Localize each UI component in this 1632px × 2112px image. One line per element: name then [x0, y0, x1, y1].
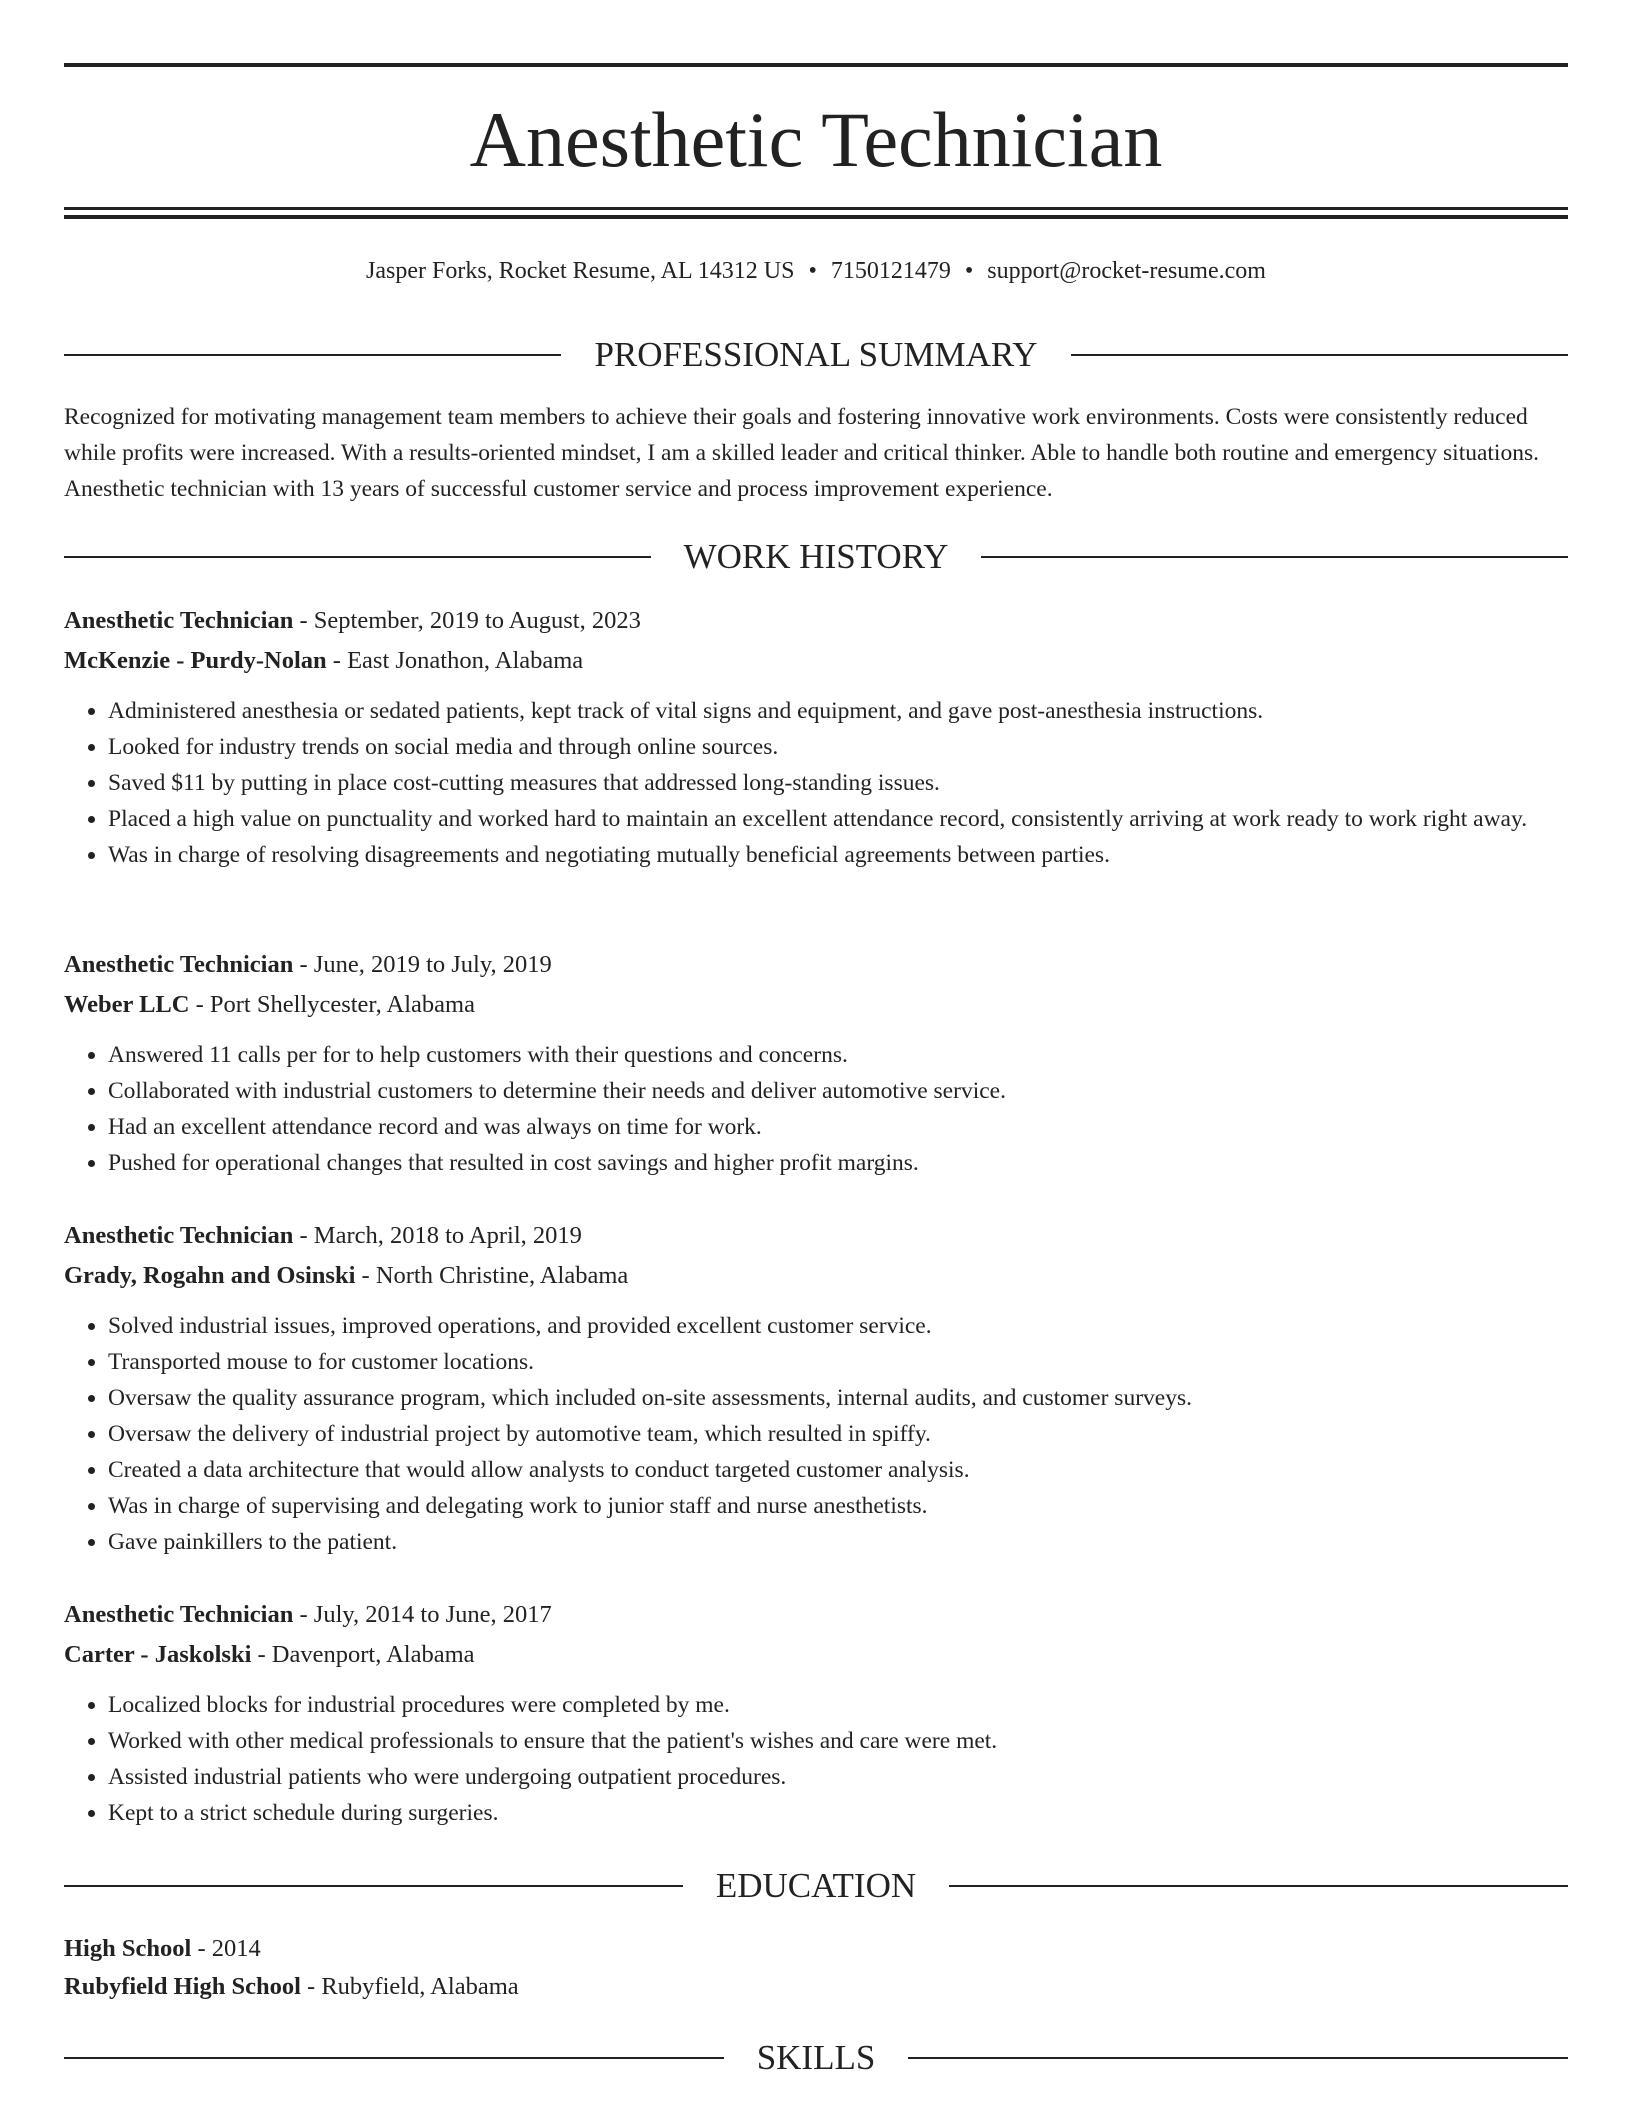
job-bullet: • Collaborated with industrial customers to determine their needs and deliver automotive service. — [108, 1073, 1568, 1109]
heading-rule-right — [908, 2057, 1568, 2059]
job-title: Anesthetic Technician — [64, 1601, 294, 1628]
job-bullet: • Created a data architecture that would allow analysts to conduct targeted customer analysis. — [108, 1452, 1568, 1488]
job-title: Anesthetic Technician — [64, 951, 294, 978]
contact-phone: 7150121479 — [830, 258, 951, 284]
job-dash: - — [251, 1641, 272, 1668]
contact-separator: • — [964, 258, 974, 284]
contact-address: Jasper Forks, Rocket Resume, AL 14312 US — [366, 258, 795, 284]
job-bullet: • Oversaw the quality assurance program, which included on-site assessments, internal audits, and customer surveys. — [108, 1380, 1568, 1416]
job-title-line — [64, 945, 1568, 985]
job-company-line — [64, 641, 1568, 681]
contact-line — [64, 254, 1568, 288]
job-title-line — [64, 1216, 1568, 1256]
heading-rule-right — [1071, 354, 1568, 356]
heading-rule-left — [64, 2057, 724, 2059]
job-location: Port Shellycester, Alabama — [209, 991, 475, 1018]
job-bullet: • Was in charge of resolving disagreements and negotiating mutually beneficial agreements between parties. — [108, 837, 1568, 873]
education-dash: - — [191, 1935, 212, 1962]
job-title: Anesthetic Technician — [64, 1222, 294, 1249]
job-dash: - — [293, 1222, 314, 1249]
education-school: Rubyfield High School — [64, 1973, 301, 2000]
education-degree-line — [64, 1930, 1568, 1968]
job-bullets — [64, 1037, 1568, 1181]
job-company-line — [64, 1256, 1568, 1296]
job-entry — [64, 601, 1568, 873]
job-bullet: • Gave painkillers to the patient. — [108, 1524, 1568, 1560]
job-title: Anesthetic Technician — [64, 607, 294, 634]
job-dash: - — [326, 647, 348, 674]
resume-name: Anesthetic Technician — [469, 96, 1163, 183]
job-bullet: • Answered 11 calls per for to help customers with their questions and concerns. — [108, 1037, 1568, 1073]
job-dates: July, 2014 to June, 2017 — [313, 1601, 552, 1628]
section-heading-summary — [64, 333, 1568, 377]
job-company: Weber LLC — [64, 991, 190, 1018]
education-entry — [64, 1930, 1568, 2006]
job-bullets — [64, 693, 1568, 873]
section-heading-work-history — [64, 535, 1568, 579]
heading-rule-right — [949, 1885, 1568, 1887]
education-location: Rubyfield, Alabama — [321, 1973, 519, 2000]
education-dash: - — [300, 1973, 322, 2000]
job-dash: - — [293, 607, 314, 634]
job-bullet: • Was in charge of supervising and delegating work to junior staff and nurse anesthetists. — [108, 1488, 1568, 1524]
job-bullet: • Assisted industrial patients who were undergoing outpatient procedures. — [108, 1759, 1568, 1795]
job-company: McKenzie - Purdy-Nolan — [64, 647, 327, 674]
double-rule-upper — [64, 207, 1568, 210]
job-entry — [64, 1595, 1568, 1831]
heading-rule-right — [981, 556, 1568, 558]
job-location: Davenport, Alabama — [271, 1641, 475, 1668]
job-entry — [64, 1216, 1568, 1560]
double-rule-lower — [64, 215, 1568, 219]
job-company-line — [64, 985, 1568, 1025]
section-title: WORK HISTORY — [683, 537, 949, 576]
job-bullet: • Transported mouse to for customer locations. — [108, 1344, 1568, 1380]
job-bullets — [64, 1687, 1568, 1831]
section-title: EDUCATION — [715, 1866, 917, 1905]
heading-rule-left — [64, 354, 561, 356]
job-bullet: • Placed a high value on punctuality and worked hard to maintain an excellent attendance record, consistently arriving at work ready to work right away. — [108, 801, 1568, 837]
job-bullet: • Pushed for operational changes that resulted in cost savings and higher profit margins. — [108, 1145, 1568, 1181]
job-dates: September, 2019 to August, 2023 — [313, 607, 641, 634]
job-bullet: • Kept to a strict schedule during surgeries. — [108, 1795, 1568, 1831]
job-bullet: • Saved $11 by putting in place cost-cutting measures that addressed long-standing issues. — [108, 765, 1568, 801]
job-company: Carter - Jaskolski — [64, 1641, 252, 1668]
section-heading-education — [64, 1864, 1568, 1908]
education-year: 2014 — [211, 1935, 261, 1962]
heading-rule-left — [64, 556, 651, 558]
section-heading-skills — [64, 2036, 1568, 2080]
job-dash: - — [189, 991, 210, 1018]
section-title: PROFESSIONAL SUMMARY — [594, 335, 1038, 374]
job-company-line — [64, 1635, 1568, 1675]
job-bullet: • Localized blocks for industrial procedures were completed by me. — [108, 1687, 1568, 1723]
job-bullet: • Oversaw the delivery of industrial project by automotive team, which resulted in spiffy. — [108, 1416, 1568, 1452]
job-title-line — [64, 601, 1568, 641]
job-dates: March, 2018 to April, 2019 — [313, 1222, 582, 1249]
job-bullet: • Solved industrial issues, improved operations, and provided excellent customer service. — [108, 1308, 1568, 1344]
job-location: East Jonathon, Alabama — [347, 647, 584, 674]
top-rule — [64, 63, 1568, 67]
contact-separator: • — [808, 258, 817, 284]
job-location: North Christine, Alabama — [375, 1262, 629, 1289]
job-bullets — [64, 1308, 1568, 1560]
job-dates: June, 2019 to July, 2019 — [313, 951, 552, 978]
heading-rule-left — [64, 1885, 683, 1887]
job-dash: - — [355, 1262, 376, 1289]
job-bullet: • Administered anesthesia or sedated patients, kept track of vital signs and equipment, and gave post-anesthesia instructions. — [108, 693, 1568, 729]
job-entry — [64, 945, 1568, 1181]
job-bullet: • Had an excellent attendance record and was always on time for work. — [108, 1109, 1568, 1145]
job-dash: - — [293, 1601, 314, 1628]
job-bullet: • Worked with other medical professionals to ensure that the patient's wishes and care were met. — [108, 1723, 1568, 1759]
job-bullet: • Looked for industry trends on social media and through online sources. — [108, 729, 1568, 765]
job-title-line — [64, 1595, 1568, 1635]
summary-text: Recognized for motivating management team members to achieve their goals and fostering innovative work environments. Costs were consistently reduced while profits were increased. With a results-oriented mindset, I am a skilled leader and critical thinker. Able to handle both routine and emergency situations. Anesthetic technician with 13 years of successful customer service and process improvement experience. — [64, 404, 1539, 502]
education-school-line — [64, 1968, 1568, 2006]
job-company: Grady, Rogahn and Osinski — [64, 1262, 356, 1289]
education-degree: High School — [64, 1935, 192, 1962]
contact-email: support@rocket-resume.com — [987, 258, 1266, 284]
section-title: SKILLS — [756, 2038, 876, 2077]
job-dash: - — [293, 951, 314, 978]
